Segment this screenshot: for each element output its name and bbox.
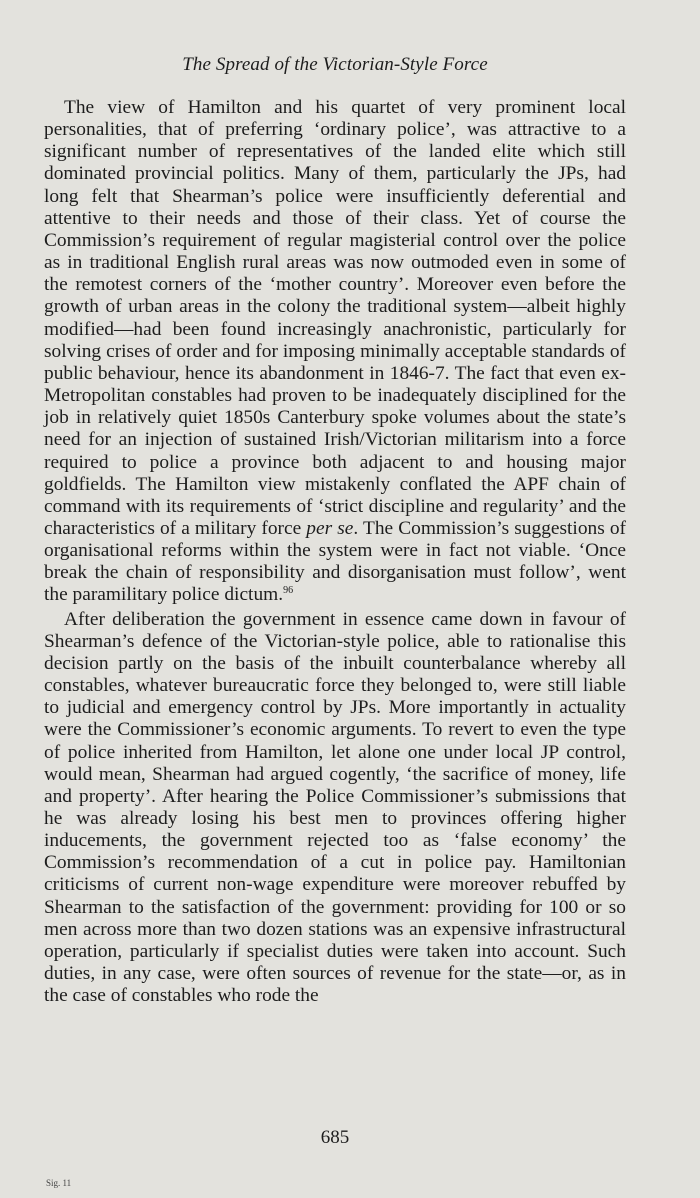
- footnote-marker[interactable]: 96: [283, 585, 294, 597]
- paragraph-1-text-cont: . The Commission’s suggestions of organisational reforms within the system were in fact not viable. ‘Once break the chain of responsibility and disorganisation must follow’, went the paramilitary police dictum.: [44, 517, 626, 606]
- paragraph-1: [44, 97, 626, 607]
- signature-mark: Sig. 11: [46, 1178, 72, 1188]
- paragraph-2: [44, 609, 626, 1008]
- page-number: 685: [320, 1127, 350, 1148]
- paragraph-1-italic: per se: [306, 517, 354, 539]
- body-text: [44, 97, 626, 1007]
- running-head: The Spread of the Victorian-Style Force: [182, 54, 488, 75]
- paragraph-2-text: After deliberation the government in essence came down in favour of Shearman’s defence of the Victorian-style police, able to rationalise this decision partly on the basis of the inbuilt counterbalance whereby all constables, whatever bureaucratic force they belonged to, were still liable to judicial and emergency control by JPs. More importantly in actuality were the Commissioner’s economic arguments. To revert to even the type of police inherited from Hamilton, let alone one under local JP control, would mean, Shearman had argued cogently, ‘the sacrifice of money, life and property’. After hearing the Police Commissioner’s submissions that he was already losing his best men to provinces offering higher inducements, the government rejected too as ‘false economy’ the Commission’s recommendation of a cut in police pay. Hamiltonian criticisms of current non-wage expenditure were moreover rebuffed by Shearman to the satisfaction of the government: providing for 100 or so men across more than two dozen stations was an expensive infrastructural operation, particularly if specialist duties were taken into account. Such duties, in any case, were often sources of revenue for the state—or, as in the case of constables who rode the: [44, 608, 626, 1007]
- paragraph-1-text: The view of Hamilton and his quartet of very prominent local personalities, that of preferring ‘ordinary police’, was attractive to a significant number of representatives of the landed elite which still dominated provincial politics. Many of them, particularly the JPs, had long felt that Shearman’s police were insufficiently deferential and attentive to their needs and those of their class. Yet of course the Commission’s requirement of regular magisterial control over the police as in traditional English rural areas was now outmoded even in some of the remotest corners of the ‘mother country’. Moreover even before the growth of urban areas in the colony the traditional system—albeit highly modified—had been found increasingly anachronistic, particularly for solving crises of order and for imposing minimally acceptable standards of public behaviour, hence its abandonment in 1846-7. The fact that even ex-Metropolitan constables had proven to be inadequately disciplined for the job in relatively quiet 1850s Canterbury spoke volumes about the state’s need for an injection of sustained Irish/Victorian militarism into a force required to police a province both adjacent to and housing major goldfields. The Hamilton view mistakenly conflated the APF chain of command with its requirements of ‘strict discipline and regularity’ and the characteristics of a military force: [44, 97, 626, 539]
